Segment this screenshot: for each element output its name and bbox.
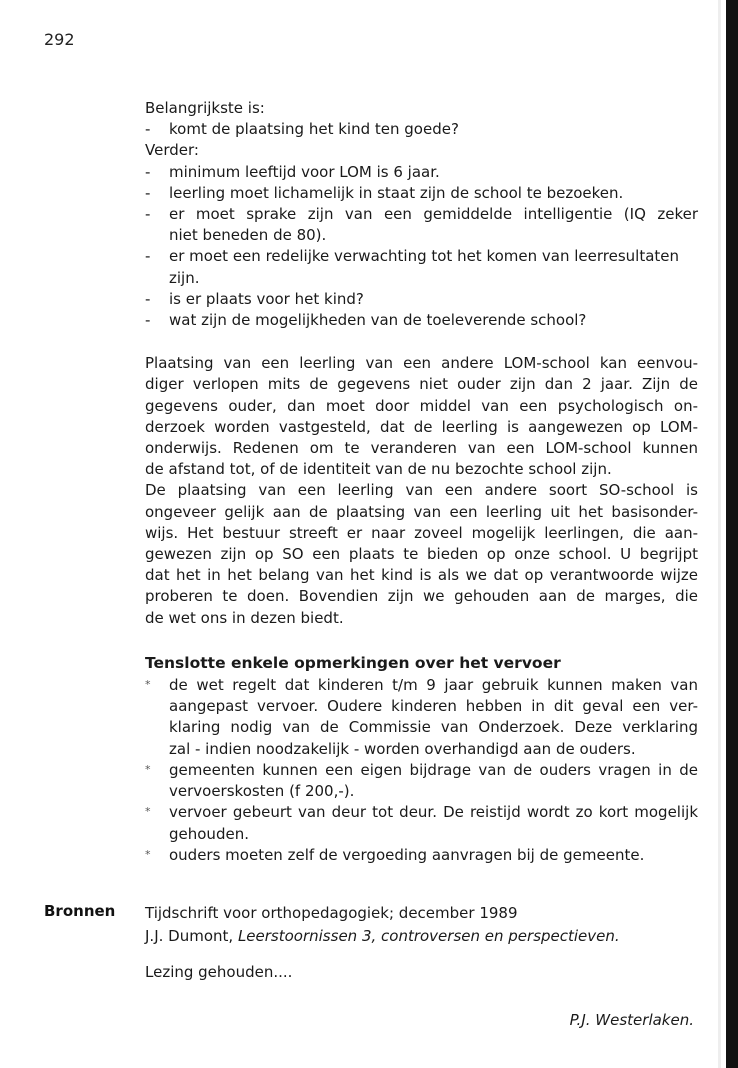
criteria-intro: Belangrijkste is: [145, 99, 265, 117]
list-item [145, 845, 698, 866]
list-item-line: gehouden. [169, 824, 249, 843]
criteria-list [145, 162, 698, 332]
paragraph-gap [145, 331, 698, 353]
dash-marker: - [145, 162, 151, 181]
list-item-line: klaring nodig van de Commissie van Onderzoek. Deze verklaring [169, 718, 698, 737]
asterisk-marker: * [145, 762, 151, 776]
list-item-line: minimum leeftijd voor LOM is 6 jaar. [169, 162, 440, 181]
list-item-line: niet beneden de 80). [169, 226, 327, 245]
dash-marker: - [145, 183, 151, 202]
paragraph-line: onderwijs. Redenen om te veranderen van een LOM-school kunnen [145, 439, 698, 458]
lecture-note: Lezing gehouden.... [145, 963, 293, 981]
source-title: Leerstoornissen 3, controversen en perspectieven. [237, 927, 620, 945]
criteria-further: Verder: [145, 141, 199, 160]
transport-heading: Tenslotte enkele opmerkingen over het vervoer [145, 653, 561, 672]
transport-list [145, 675, 698, 866]
sources-block [145, 902, 620, 948]
list-item [145, 204, 698, 246]
list-item [145, 162, 698, 183]
dash-marker: - [145, 311, 151, 330]
paragraph-line: derzoek worden vastgesteld, dat de leerling is aangewezen op LOM- [145, 417, 698, 436]
list-item-line: leerling moet lichamelijk in staat zijn de school te bezoeken. [169, 183, 624, 202]
list-item-line: er moet sprake zijn van een gemiddelde intelligentie (IQ zeker [169, 205, 698, 224]
dash-marker: - [145, 289, 151, 308]
paragraph-line: dat het in het belang van het kind is als we dat op verantwoorde wijze [145, 566, 698, 585]
paragraph-line: de wet ons in dezen biedt. [145, 608, 344, 627]
list-item-line: ouders moeten zelf de vergoeding aanvragen bij de gemeente. [169, 845, 645, 864]
paragraph-line: ongeveer gelijk aan de plaatsing van een leerling uit het basisonder- [145, 502, 698, 521]
list-item-line: zal - indien noodzakelijk - worden overhandigd aan de ouders. [169, 739, 636, 758]
paragraph-lom-placement [145, 353, 698, 480]
list-item-line: wat zijn de mogelijkheden van de toeleverende school? [169, 311, 587, 330]
list-item-line: zijn. [169, 268, 200, 287]
criteria-main-item [145, 119, 698, 140]
list-item-line: vervoer gebeurt van deur tot deur. De reistijd wordt zo kort mogelijk [169, 803, 698, 822]
criteria-main-text: komt de plaatsing het kind ten goede? [169, 120, 459, 139]
author-signature: P.J. Westerlaken. [569, 1011, 694, 1029]
list-item [145, 289, 698, 310]
list-item [145, 760, 698, 802]
asterisk-marker: * [145, 805, 151, 819]
paragraph-line: gegevens ouder, dan moet door middel van een psychologisch on- [145, 396, 698, 415]
dash-marker: - [145, 120, 151, 139]
page-edge-shadow [718, 0, 721, 1068]
list-item [145, 310, 698, 331]
paragraph-line: gewezen zijn op SO een plaats te bieden op onze school. U begrijpt [145, 545, 698, 564]
list-item [145, 802, 698, 844]
asterisk-marker: * [145, 847, 151, 861]
list-item [145, 183, 698, 204]
list-item-line: is er plaats voor het kind? [169, 289, 364, 308]
paragraph-line: Plaatsing van een leerling van een andere LOM-school kan eenvou- [145, 354, 698, 373]
paragraph-line: proberen te doen. Bovendien zijn we gehouden aan de marges, die [145, 587, 698, 606]
paragraph-line: De plaatsing van een leerling van een andere soort SO-school is [145, 481, 698, 500]
main-content [145, 98, 698, 866]
dash-marker: - [145, 205, 151, 224]
list-item-line: vervoerskosten (f 200,-). [169, 782, 355, 801]
list-item [145, 246, 698, 288]
list-item-line: aangepast vervoer. Oudere kinderen hebben in dit geval een ver- [169, 697, 698, 716]
dash-marker: - [145, 247, 151, 266]
source-author: J.J. Dumont, [145, 927, 234, 945]
list-item-line: er moet een redelijke verwachting tot het komen van leerresultaten [169, 247, 680, 266]
paragraph-line: de afstand tot, of de identiteit van de nu bezochte school zijn. [145, 460, 612, 479]
section-gap [145, 629, 698, 653]
list-item-line: de wet regelt dat kinderen t/m 9 jaar gebruik kunnen maken van [169, 676, 698, 695]
paragraph-so-placement [145, 480, 698, 628]
list-item [145, 675, 698, 760]
page-number: 292 [44, 30, 75, 49]
source-line-1: Tijdschrift voor orthopedagogiek; december 1989 [145, 904, 518, 922]
paragraph-line: wijs. Het bestuur streeft er naar zoveel mogelijk leerlingen, die aan- [145, 523, 698, 542]
sources-label: Bronnen [44, 902, 116, 920]
asterisk-marker: * [145, 678, 151, 692]
scan-edge-bar [726, 0, 738, 1068]
source-line-2 [145, 925, 620, 948]
paragraph-line: diger verlopen mits de gegevens niet ouder zijn dan 2 jaar. Zijn de [145, 375, 698, 394]
list-item-line: gemeenten kunnen een eigen bijdrage van de ouders vragen in de [169, 760, 698, 779]
